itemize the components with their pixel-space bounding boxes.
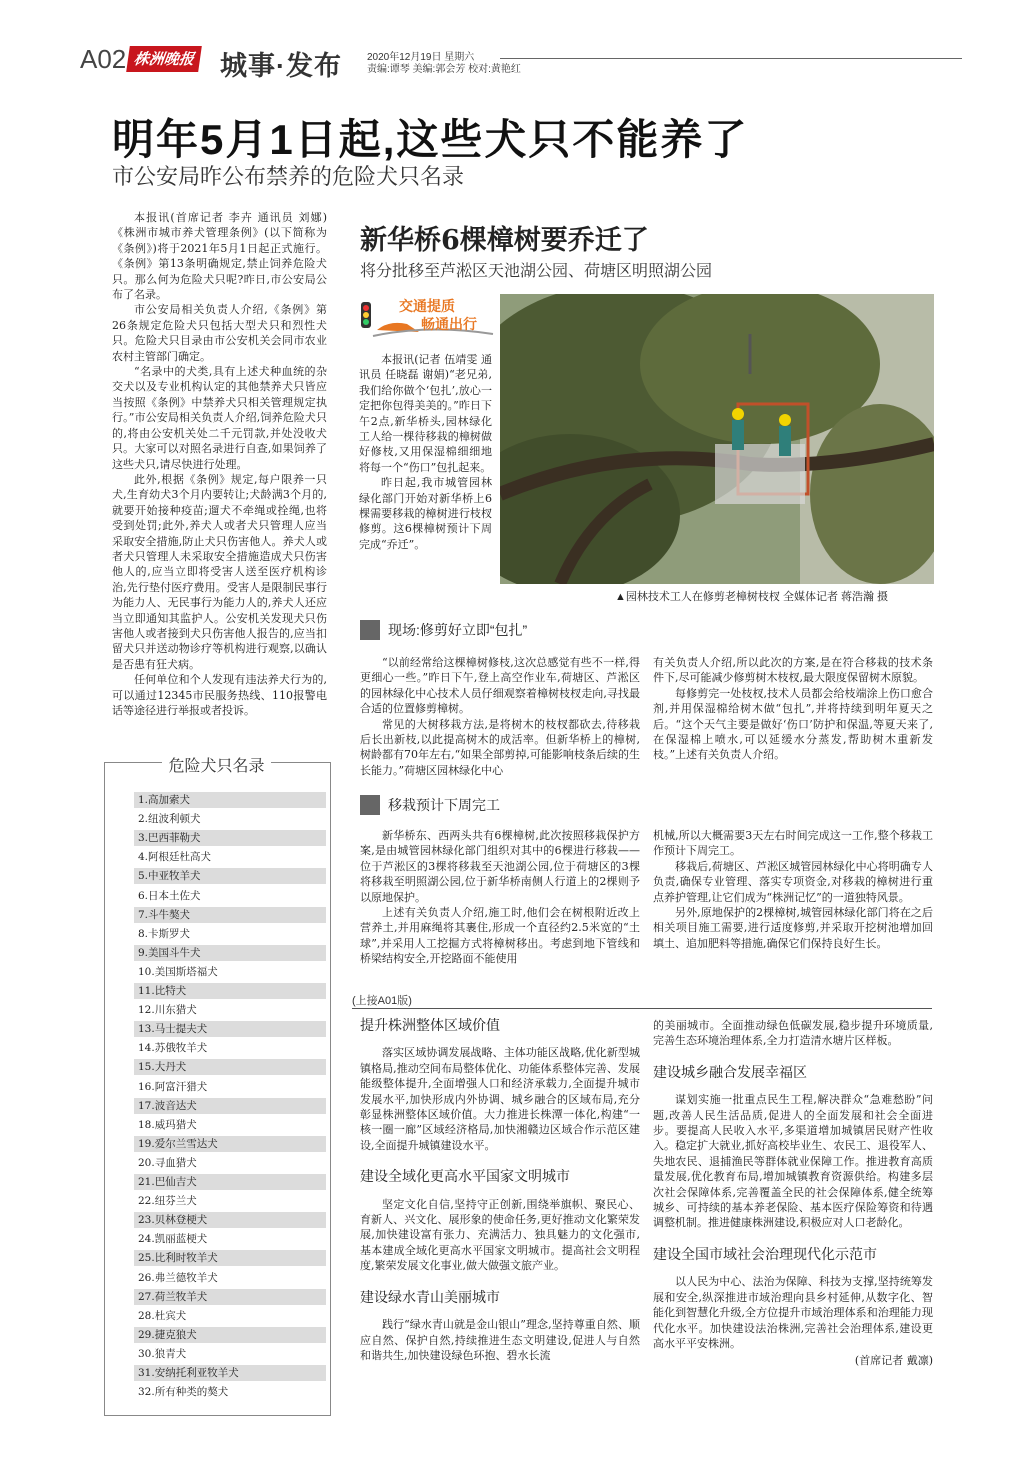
dog-list-item: 30.狼青犬 — [138, 1347, 187, 1360]
dog-list-item: 7.斗牛獒犬 — [134, 907, 326, 923]
dog-list-item: 22.纽芬兰犬 — [138, 1195, 197, 1208]
photo-caption: ▲园林技术工人在修剪老樟树枝杈 全媒体记者 蒋浩瀚 摄 — [615, 591, 889, 603]
dog-list-item: 14.苏俄牧羊犬 — [138, 1042, 208, 1055]
dog-list-item: 18.威玛猎犬 — [138, 1118, 197, 1131]
dog-list-item: 8.卡斯罗犬 — [138, 927, 191, 940]
section-title: 城事·发布 — [220, 51, 342, 81]
section1-right — [653, 655, 933, 763]
section-marker-icon — [360, 795, 380, 815]
section1-left — [360, 655, 640, 778]
dog-list-item: 3.巴西菲勒犬 — [134, 830, 326, 846]
continued-rule — [352, 1008, 932, 1009]
section2-right — [653, 828, 933, 951]
dog-list-item: 24.凯丽蓝梗犬 — [138, 1233, 208, 1246]
dog-list-item: 19.爱尔兰雪达犬 — [134, 1136, 326, 1152]
dog-list-item: 25.比利时牧羊犬 — [134, 1250, 326, 1266]
dog-list-item: 1.高加索犬 — [134, 792, 326, 808]
paragraph: 本报讯(首席记者 李卉 通讯员 刘娜)《株洲市城市养犬管理条例》(以下简称为《条例》)将于2021年5月1日起正式施行。《条例》第13条明确规定,禁止饲养危险犬只。那么何为危险犬只呢?昨日,市公安局公布了名录。 — [112, 211, 327, 302]
subheading: 建设全域化更高水平国家文明城市 — [360, 1168, 570, 1185]
paragraph: 落实区域协调发展战略、主体功能区战略,优化新型城镇格局,推动空间布局整体优化、功能体系整体完善、发展能级整体提升,全面增强人口和经济承载力,全面提升城市发展水平,加快形成内外协调、城乡融合的区域布局,充分彰显株洲整体区域价值。大力推进长株潭一体化,构建“一核一圈一廊”区域经济格局,加快湘赣边区域合作示范区建设,全面提升城镇建设水平。 — [360, 1046, 640, 1152]
dog-list-item: 29.捷克狼犬 — [134, 1327, 326, 1343]
paragraph: 以人民为中心、法治为保障、科技为支撑,坚持统筹发展和安全,纵深推进市域治理向县乡村延伸,从数字化、智能化到智慧化升级,全方位提升市域治理体系和治理能力现代化水平。加快建设法治株洲,完善社会治理体系,建设更高水平平安株洲。 — [653, 1275, 933, 1350]
dog-list-item: 10.美国斯塔福犬 — [138, 965, 218, 978]
dog-list-item: 9.美国斗牛犬 — [134, 945, 326, 961]
tree-article-lead — [359, 352, 492, 552]
dog-list-item: 21.巴仙吉犬 — [134, 1174, 326, 1190]
dog-list-item: 27.荷兰牧羊犬 — [134, 1289, 326, 1305]
paragraph: 市公安局相关负责人介绍,《条例》第26条规定危险犬只包括大型犬只和烈性犬只。危险犬只目录由市公安机关会同市农业农村主管部门确定。 — [112, 303, 327, 363]
subheading: 建设城乡融合发展幸福区 — [653, 1063, 807, 1080]
tree-pruning-photo — [500, 294, 934, 584]
dog-list-item: 2.纽波利顿犬 — [138, 813, 201, 826]
dog-list-item: 16.阿富汗猎犬 — [138, 1080, 208, 1093]
section-marker-icon — [360, 620, 380, 640]
dog-list-item: 26.弗兰德牧羊犬 — [138, 1271, 218, 1284]
dog-list-item: 31.安纳托利亚牧羊犬 — [134, 1365, 326, 1381]
section-header-transplant: 移栽预计下周完工 — [360, 795, 500, 815]
section2-left — [360, 828, 640, 967]
header-rule — [500, 58, 962, 59]
continued-left-column — [360, 1018, 640, 1363]
continued-label: (上接A01版) — [352, 995, 412, 1007]
dog-list-item: 5.中亚牧羊犬 — [134, 868, 326, 884]
dog-list-item: 12.川东猎犬 — [138, 1004, 197, 1017]
paragraph: 新华桥东、西两头共有6棵樟树,此次按照移栽保护方案,是由城管园林绿化部门组织对其中的6棵进行移栽——位于芦淞区的3棵将移栽至天池湖公园,位于荷塘区的3棵将移栽至明照湖公园,位于新华桥南侧人行道上的2棵则予以原地保护。 — [360, 829, 640, 904]
paragraph: 机械,所以大概需要3天左右时间完成这一工作,整个移栽工作预计下周完工。 — [653, 829, 933, 858]
paragraph: 谋划实施一批重点民生工程,解决群众“急难愁盼”问题,改善人民生活品质,促进人的全面发展和社会全面进步。要提高人民收入水平,多渠道增加城镇居民财产性收入。稳定扩大就业,抓好高校毕业生、农民工、退役军人、失地农民、退捕渔民等群体就业保障工作。推进教育高质量发展,优化教育布局,增加城镇教育资源供给。构建多层次社会保障体系,完善覆盖全民的社会保障体系,健全统筹城乡、可持续的基本养老保险、基本医疗保险筹资和待遇调整机制。推进健康株洲建设,积极应对人口老龄化。 — [653, 1093, 933, 1230]
section-header-scene: 现场:修剪好立即“包扎” — [360, 620, 527, 640]
column-badge — [359, 294, 495, 342]
paragraph: “名录中的犬类,具有上述犬种血统的杂交犬以及专业机构认定的其他禁养犬只皆应当按照《条例》中禁养犬只相关管理规定执行。”市公安局相关负责人介绍,饲养危险犬只的,将由公安机关处二千元罚款,并处没收犬只。大家可以对照名录进行自查,如果饲养了这些犬只,请尽快进行处理。 — [112, 365, 327, 471]
paragraph: 此外,根据《条例》规定,每户限养一只犬,生育幼犬3个月内要转让;犬龄满3个月的,就要开始接种疫苗;遛犬不牵绳或拴绳,也将受到处罚;此外,养犬人或者犬只管理人应当采取安全措施,防止犬只伤害他人。养犬人或者犬只管理人未采取安全措施造成犬只伤害他人的,应当立即将受害人送至医疗机构诊治,先行垫付医疗费用。受害人是限制民事行为能力人、无民事行为能力人的,养犬人还应当立即通知其监护人。公安机关发现犬只伤害他人或者接到犬只伤害他人报告的,应当扣留犬只并送动物诊疗等机构进行观察,以确认是否患有狂犬病。 — [112, 472, 327, 671]
dog-list-item: 13.马士提夫犬 — [134, 1021, 326, 1037]
paragraph: 本报讯(记者 伍靖雯 通讯员 任晓磊 谢娟)“老兄弟,我们给你做个‘包扎’,放心一定把你包得美美的。”昨日下午2点,新华桥头,园林绿化工人给一棵待移栽的樟树做好修枝,又用保湿棉细细地将每一个“伤口”包扎起来。 — [359, 353, 492, 474]
main-headline: 明年5月1日起,这些犬只不能养了 — [112, 116, 749, 163]
dog-list-item: 32.所有种类的獒犬 — [138, 1386, 229, 1399]
dog-list-item: 17.波音达犬 — [134, 1098, 326, 1114]
byline: (首席记者 戴凛) — [854, 1354, 933, 1368]
badge-line1: 交通提质 — [399, 298, 455, 314]
paragraph: 有关负责人介绍,所以此次的方案,是在符合移栽的技术条件下,尽可能减少修剪树木枝杈,最大限度保留树木原貌。 — [653, 656, 933, 685]
tree-article-subtitle: 将分批移至芦淞区天池湖公园、荷塘区明照湖公园 — [360, 263, 713, 280]
paragraph: 践行“绿水青山就是金山银山”理念,坚持尊重自然、顺应自然、保护自然,持续推进生态文明建设,促进人与自然和谐共生,加快建设绿色环抱、碧水长流 — [360, 1318, 640, 1362]
subheading: 建设全国市域社会治理现代化示范市 — [653, 1245, 877, 1262]
subheading: 提升株洲整体区域价值 — [360, 1017, 500, 1033]
page-number: A02 — [80, 44, 127, 74]
dog-list-item: 15.大丹犬 — [134, 1059, 326, 1075]
dog-article-body — [112, 210, 327, 718]
paragraph: 任何单位和个人发现有违法养犬行为的,可以通过12345市民服务热线、110报警电话等途径进行举报或者投诉。 — [112, 673, 327, 717]
dog-list-item: 20.寻血猎犬 — [138, 1156, 197, 1169]
editor-credits: 责编:谭琴 美编:郭会芳 校对:黄艳红 — [367, 64, 521, 75]
paragraph: “以前经常给这棵樟树修枝,这次总感觉有些不一样,得更细心一些。”昨日下午,登上高空作业车,荷塘区、芦淞区的园林绿化中心技术人员仔细观察着樟树枝杈走向,寻找最合适的位置修剪樟树。 — [360, 656, 640, 716]
paragraph: 每修剪完一处枝杈,技术人员都会给枝端涂上伤口愈合剂,并用保湿棉给树木做“包扎”,并将持续到明年夏天之后。“这个天气主要是做好‘伤口’防护和保温,等夏天来了,在保湿棉上喷水,可以延缓水分蒸发,帮助树木重新发枝。”上述有关负责人介绍。 — [653, 686, 933, 762]
paragraph: 的美丽城市。全面推动绿色低碳发展,稳步提升环境质量,完善生态环境治理体系,全力打造清水塘片区样板。 — [653, 1019, 933, 1048]
dog-list-title: 危险犬只名录 — [104, 753, 329, 776]
badge-line2: 畅通出行 — [421, 316, 477, 332]
paragraph: 另外,原地保护的2棵樟树,城管园林绿化部门将在之后相关项目施工需要,进行适度修剪,并采取开挖树池增加回填土、追加肥料等措施,确保它们保持良好生长。 — [653, 906, 933, 950]
paragraph: 昨日起,我市城管园林绿化部门开始对新华桥上6棵需要移栽的樟树进行枝杈修剪。这6棵樟树预计下周完成“乔迁”。 — [359, 476, 492, 551]
dog-list-item: 23.贝林登梗犬 — [134, 1212, 326, 1228]
paragraph: 常见的大树移栽方法,是将树木的枝杈都砍去,待移栽后长出新枝,以此提高树木的成活率。但新华桥上的樟树,树龄都有70年左右,“如果全部剪掉,可能影响枝条后续的生长能力。”荷塘区园林绿化中心 — [360, 717, 640, 777]
dog-list-item: 6.日本土佐犬 — [138, 889, 201, 902]
continued-right-column — [653, 1018, 933, 1369]
paragraph: 移栽后,荷塘区、芦淞区城管园林绿化中心将明确专人负责,确保专业管理、落实专项资金,对移栽的樟树进行重点养护管理,让它们成为“株洲记忆”的一道独特风景。 — [653, 859, 933, 904]
paragraph: 坚定文化自信,坚持守正创新,围绕举旗帜、聚民心、育新人、兴文化、展形象的使命任务,更好推动文化繁荣发展,加快建设富有张力、充满活力、独具魅力的文化强市,基本建成全域化更高水平国家文明城市。提高社会文明程度,繁荣发展文化事业,做大做强文旅产业。 — [360, 1197, 640, 1273]
issue-date: 2020年12月19日 星期六 — [367, 52, 475, 63]
dog-list-item: 4.阿根廷杜高犬 — [138, 851, 212, 864]
paragraph: 上述有关负责人介绍,施工时,他们会在树根附近改上营养土,并用麻绳将其裹住,形成一个直径约2.5米宽的“土球”,并采用人工挖掘方式将樟树移出。考虑到地下管线和桥梁结构安全,开挖路面不能使用 — [360, 906, 640, 966]
dog-list-item: 28.杜宾犬 — [138, 1309, 187, 1322]
newspaper-logo: 株洲晚报 — [126, 46, 202, 72]
subheading: 建设绿水青山美丽城市 — [360, 1288, 500, 1305]
tree-article-title: 新华桥6棵樟树要乔迁了 — [360, 225, 649, 256]
main-subheadline: 市公安局昨公布禁养的危险犬只名录 — [112, 164, 465, 189]
dog-list-item: 11.比特犬 — [134, 983, 326, 999]
